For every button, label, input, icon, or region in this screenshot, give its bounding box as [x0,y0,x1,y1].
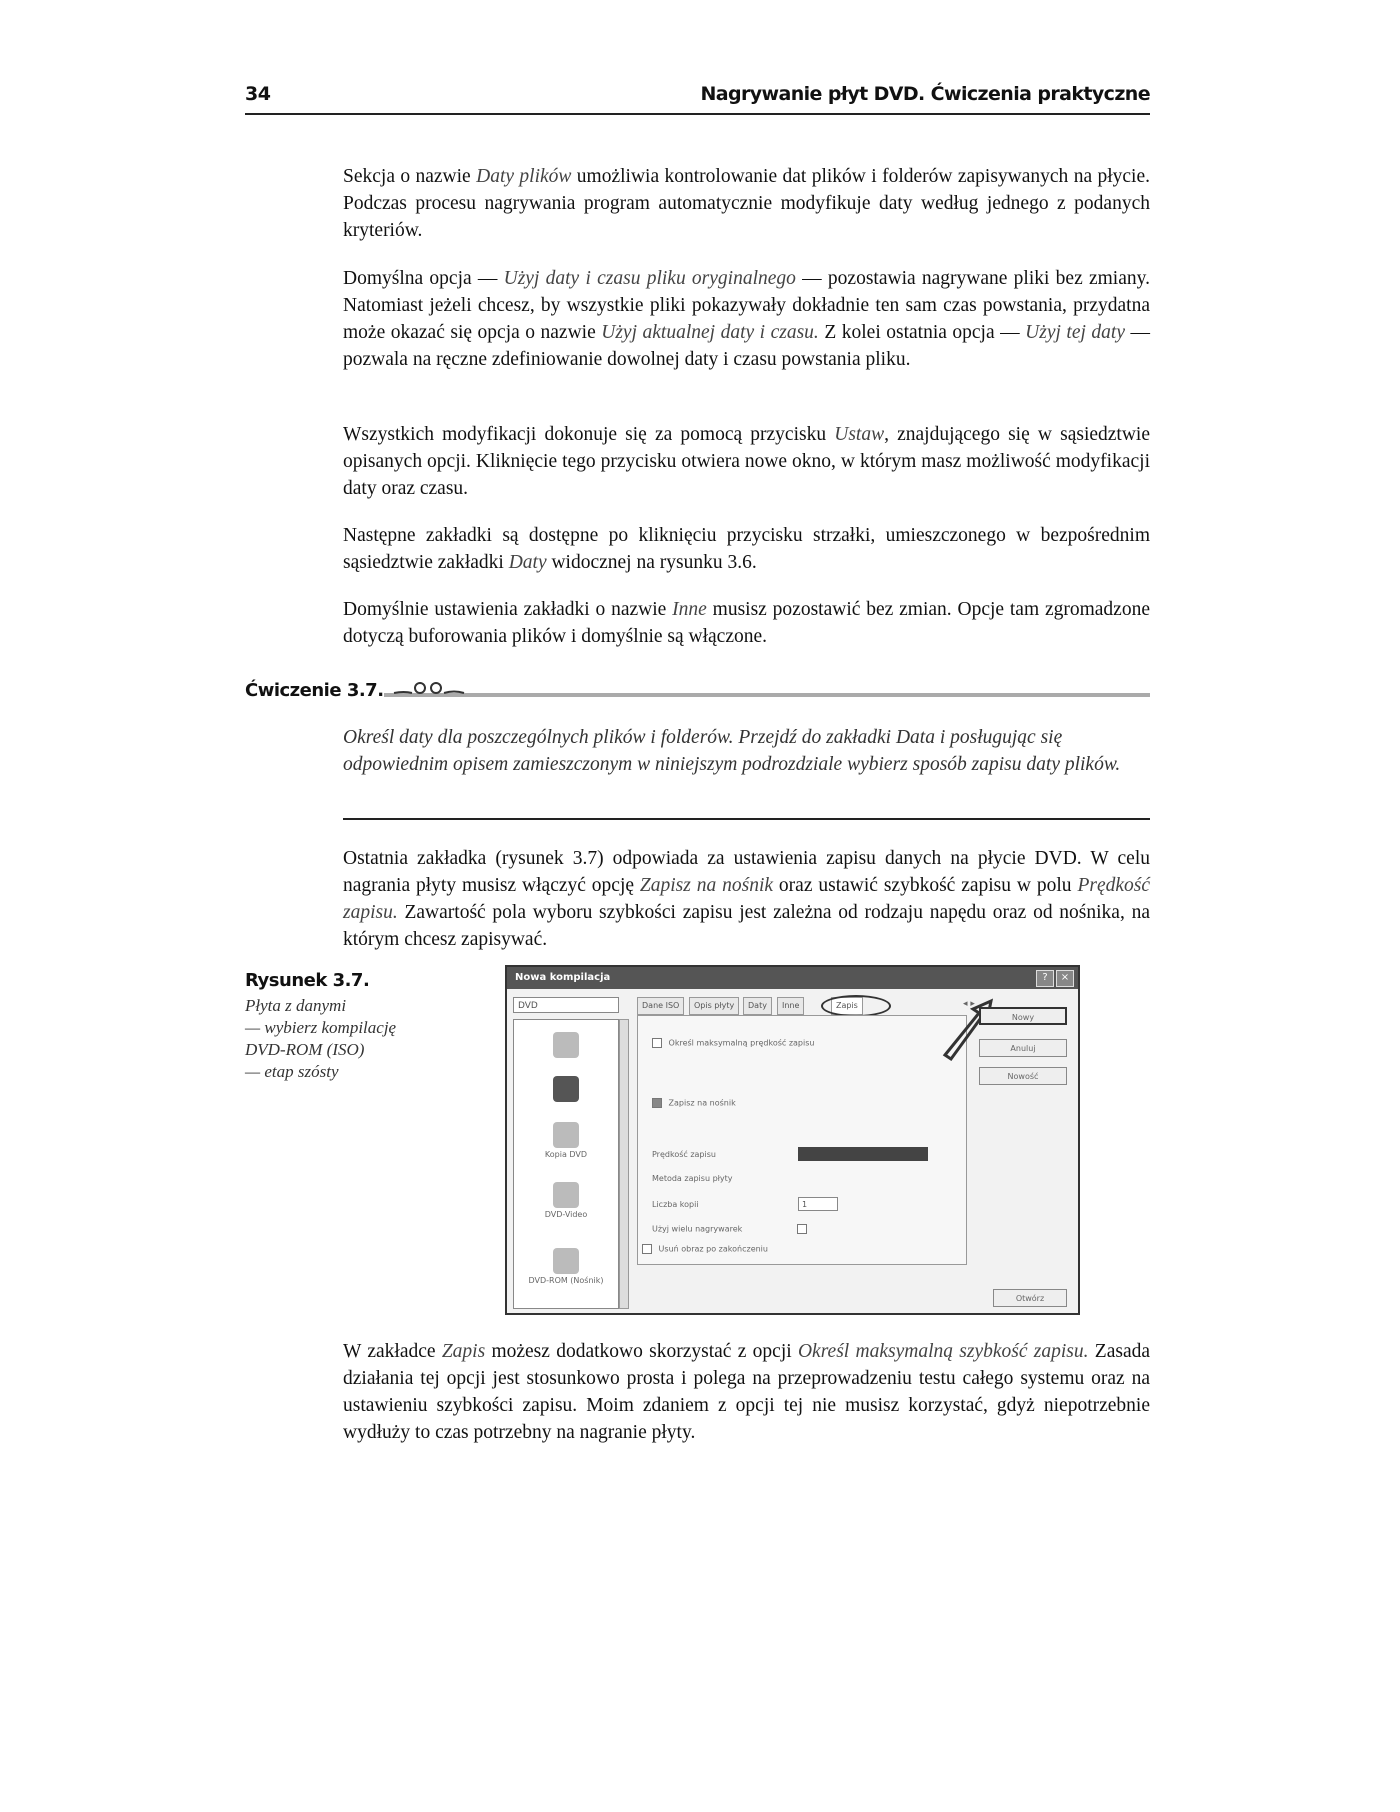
checkbox[interactable] [797,1224,807,1234]
text-segment: oraz ustawić szybkość zapisu w polu [773,875,1078,896]
text-segment: Domyślna opcja — [343,268,504,289]
open-button[interactable]: Otwórz [993,1289,1067,1307]
list-item-label: Kopia DVD [544,1150,588,1159]
text-segment: , znajdującego się w sąsiedztwie opisanych opcji. Kliknięcie tego przycisku otwiera nowe okno, w którym masz możliwość modyfikacji daty oraz czasu. [343,424,1150,499]
exercise-label: Ćwiczenie 3.7. [245,680,384,701]
checkbox[interactable] [652,1038,662,1048]
italic-term: Użyj daty i czasu pliku oryginalnego [503,268,796,289]
tab-scroll-arrows[interactable]: ◂ ▸ [963,999,975,1009]
caption-line: DVD-ROM (ISO) [245,1040,365,1059]
disc-icon [553,1122,579,1148]
text-segment: musisz pozostawić bez zmian. Opcje tam zgromadzone dotyczą buforowania plików i domyślnie są włączone. [343,599,1150,647]
write-speed-select[interactable] [798,1147,928,1161]
paragraph-3 [343,421,1150,502]
text-segment: Wszystkich modyfikacji dokonuje się za pomocą przycisku [343,424,835,445]
exercise-rule [384,693,1150,697]
compilation-list[interactable] [513,1019,619,1309]
window-title: Nowa kompilacja [507,967,1078,989]
option-max-speed[interactable]: Określ maksymalną prędkość zapisu [652,1038,814,1048]
text-segment: możesz dodatkowo skorzystać z opcji [485,1341,798,1362]
option-write[interactable]: Zapisz na nośnik [652,1098,736,1108]
italic-term: Określ maksymalną szybkość zapisu. [797,1341,1089,1362]
paragraph-1 [343,163,1150,244]
label-write-method: Metoda zapisu płyty [652,1174,733,1183]
checkbox[interactable] [652,1098,662,1108]
label-write-speed: Prędkość zapisu [652,1150,716,1159]
running-header [245,83,1150,115]
caption-line: Płyta z danymi [245,996,347,1015]
paragraph-2 [343,265,1150,373]
text-segment: Z kolei ostatnia opcja — [818,322,1026,343]
running-title: Nagrywanie płyt DVD. Ćwiczenia praktyczne [700,83,1150,105]
disc-icon [553,1032,579,1058]
text-segment: widocznej na rysunku 3.6. [546,552,757,573]
highlight-circle [821,995,891,1017]
text-segment: — pozwala na ręczne zdefiniowanie dowolnej daty i czasu powstania pliku. [343,322,1150,370]
list-scrollbar[interactable] [619,1019,629,1309]
figure-caption [245,995,425,1083]
tab-other[interactable]: Inne [777,997,804,1015]
paragraph-6 [343,845,1150,953]
paragraph-7 [343,1338,1150,1446]
list-item-label: DVD-ROM (Nośnik) [528,1276,604,1285]
paragraph-4 [343,522,1150,576]
cancel-button[interactable]: Anuluj [979,1039,1067,1057]
disc-type-select[interactable]: DVD [513,997,619,1013]
italic-term: Zapis [441,1341,486,1362]
text-segment: Ostatnia zakładka (rysunek 3.7) odpowiada za ustawienia zapisu danych na płycie DVD. W celu nagrania płyty musisz włączyć opcję [343,848,1150,896]
italic-term: Użyj aktualnej daty i czasu. [601,322,819,343]
figure-screenshot [505,965,1080,1315]
label-copies: Liczba kopii [652,1200,699,1209]
tab-disc-info[interactable]: Opis płyty [689,997,739,1015]
italic-term: Użyj tej daty [1025,322,1125,343]
caption-line: — etap szósty [245,1062,339,1081]
news-button[interactable]: Nowość [979,1067,1067,1085]
italic-term: Daty [508,552,547,573]
copies-input[interactable]: 1 [798,1197,838,1211]
text-segment: Następne zakładki są dostępne po kliknięciu przycisku strzałki, umieszczonego w bezpośrednim sąsiedztwie zakładki [343,525,1150,573]
tab-iso[interactable]: Dane ISO [637,997,684,1015]
help-icon[interactable]: ? [1036,970,1054,987]
option-delete-image[interactable]: Usuń obraz po zakończeniu [642,1244,768,1254]
italic-term: Zapisz na nośnik [639,875,774,896]
list-item-label: DVD-Video [544,1210,588,1219]
list-item-selected[interactable] [514,1076,618,1104]
option-multiple-burners[interactable]: Użyj wielu nagrywarek [652,1224,811,1234]
italic-term: Daty plików [476,166,572,187]
page-number: 34 [245,83,271,105]
text-segment: Sekcja o nazwie [343,166,477,187]
tab-dates[interactable]: Daty [743,997,772,1015]
disc-icon [553,1076,579,1102]
text-segment: Zawartość pola wyboru szybkości zapisu jest zależna od rodzaju napędu oraz od nośnika, na którym chcesz zapisywać. [343,902,1150,950]
burn-settings-panel [637,1015,967,1265]
exercise-text: Określ daty dla poszczególnych plików i folderów. Przejdź do zakładki Data i posługując się odpowiednim opisem zamieszczonym w niniejszym podrozdziale wybierz sposób zapisu daty plików. [343,727,1121,775]
disc-icon [553,1248,579,1274]
figure-label: Rysunek 3.7. [245,970,370,991]
list-item[interactable] [514,1182,618,1219]
text-segment: umożliwia kontrolowanie dat plików i folderów zapisywanych na płycie. Podczas procesu nagrywania program automatycznie modyfikuje daty według jednego z podanych kryteriów. [343,166,1151,241]
exercise-ornament-icon [392,678,472,698]
list-item[interactable] [514,1122,618,1159]
text-segment: Domyślnie ustawienia zakładki o nazwie [343,599,673,620]
text-segment: — pozostawia nagrywane pliki bez zmiany. Natomiast jeżeli chcesz, by wszystkie pliki pokazywały dokładnie ten sam czas powstania, przydatna może okazać się opcja o nazwie [343,268,1150,343]
caption-line: — wybierz kompilację [245,1018,397,1037]
list-item[interactable] [514,1032,618,1060]
italic-term: Ustaw [834,424,885,445]
paragraph-5 [343,596,1150,650]
checkbox[interactable] [642,1244,652,1254]
new-button[interactable]: Nowy [979,1007,1067,1025]
list-item[interactable] [514,1248,618,1285]
film-icon [553,1182,579,1208]
italic-term: Prędkość zapisu. [343,875,1150,923]
text-segment: W zakładce [343,1341,442,1362]
text-segment: Zasada działania tej opcji jest stosunkowo prosta i polega na przeprowadzeniu testu całego systemu oraz na ustawieniu szybkości zapisu. Moim zdaniem z opcji tej nie musisz korzystać, gdyż niepotrzebnie wydłuży to czas potrzebny na nagranie płyty. [343,1341,1150,1443]
close-icon[interactable]: × [1056,970,1074,987]
italic-term: Inne [672,599,707,620]
tab-burn[interactable]: Zapis [831,997,863,1015]
exercise-bottom-rule [343,818,1150,820]
